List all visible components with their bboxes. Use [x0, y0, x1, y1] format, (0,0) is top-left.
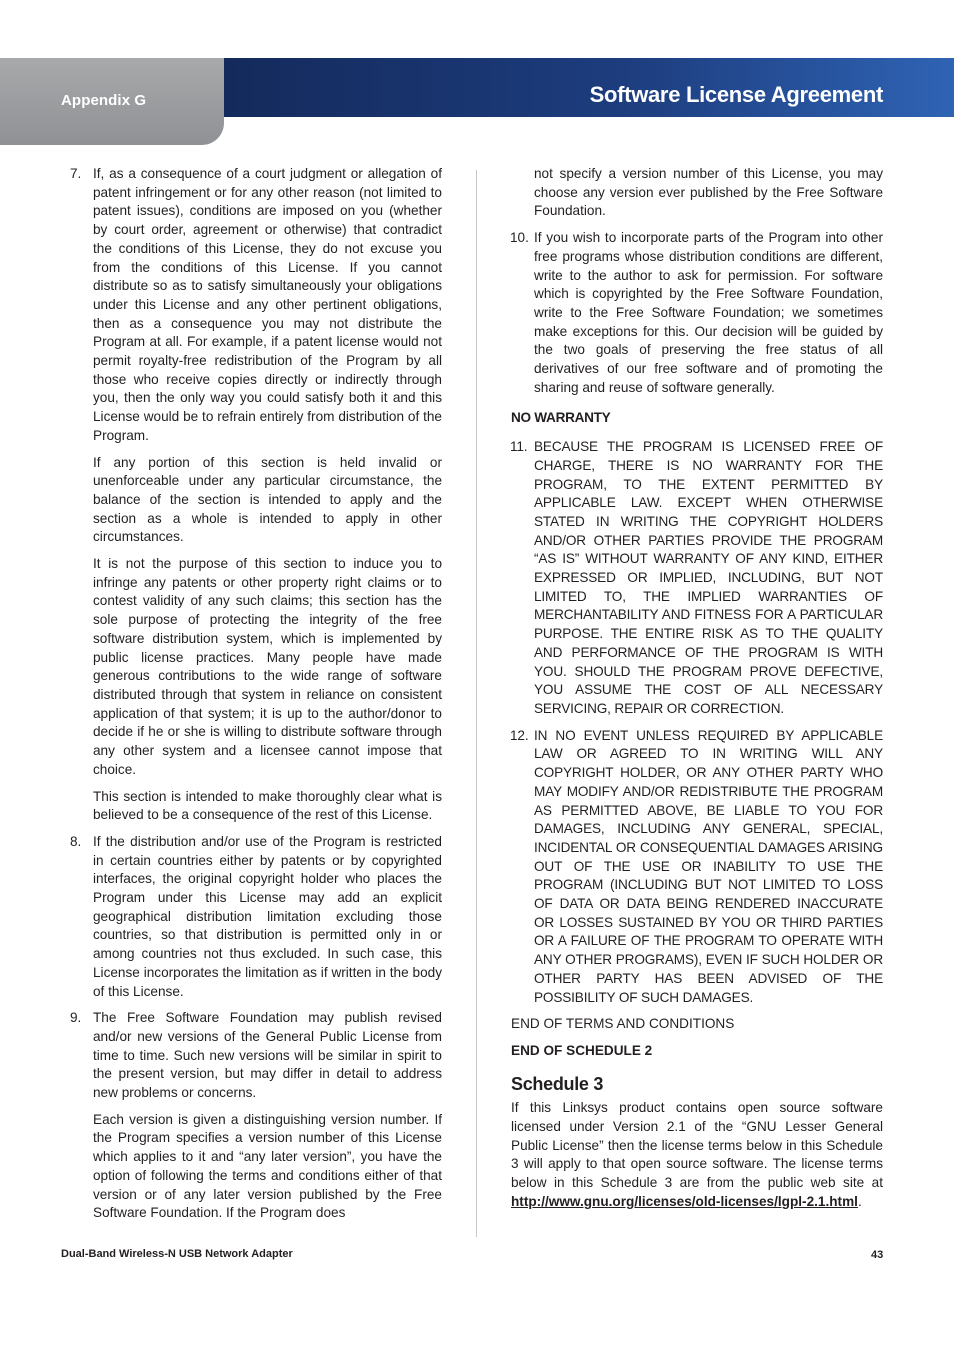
item-9-continued: not specify a version number of this License, you may choose any version ever published by the Free Software Foundation.: [534, 166, 883, 219]
item-number: 11.: [510, 439, 528, 455]
paragraph: IN NO EVENT UNLESS REQUIRED BY APPLICABLE LAW OR AGREED TO IN WRITING WILL ANY COPYRIGHT HOLDER, OR ANY OTHER PARTY WHO MAY MODIFY AND/OR REDISTRIBUTE THE PROGRAM AS PERMITTED ABOVE, BE LIABLE TO YOU FOR DAMAGES, INCLUDING ANY GENERAL, SPECIAL, INCIDENTAL OR CONSEQUENTIAL DAMAGES ARISING OUT OF THE USE OR INABILITY TO USE THE PROGRAM (INCLUDING BUT NOT LIMITED TO LOSS OF DATA OR DATA BEING RENDERED INACCURATE OR LOSSES SUSTAINED BY YOU OR THIRD PARTIES OR A FAILURE OF THE PROGRAM TO OPERATE WITH ANY OTHER PROGRAMS), EVEN IF SUCH HOLDER OR OTHER PARTY HAS BEEN ADVISED OF THE POSSIBILITY OF SUCH DAMAGES.: [534, 727, 883, 1005]
paragraph: If any portion of this section is held invalid or unenforceable under any particular circumstance, the balance of the section is intended to apply and the section as a whole is intended to apply in other circumstances.: [93, 454, 442, 545]
end-of-terms: END OF TERMS AND CONDITIONS: [511, 1016, 735, 1032]
paragraph: If the distribution and/or use of the Program is restricted in certain countries either by patents or by copyrighted interfaces, the original copyright holder who places the Program under this License may add an explicit geographical distribution limitation excluding those countries, so that distribution is permitted only in or among countries not thus excluded. In such case, this License incorporates the limitation as if written in the body of this License.: [93, 833, 442, 999]
paragraph: The Free Software Foundation may publish revised and/or new versions of the General Public License from time to time. Such new versions will be similar in spirit to the present version, but may differ in detail to address new problems or concerns.: [93, 1010, 442, 1101]
page-title: Software License Agreement: [589, 82, 883, 107]
paragraph: BECAUSE THE PROGRAM IS LICENSED FREE OF CHARGE, THERE IS NO WARRANTY FOR THE PROGRAM, TO THE EXTENT PERMITTED BY APPLICABLE LAW. EXCEPT WHEN OTHERWISE STATED IN WRITING THE COPYRIGHT HOLDERS AND/OR OTHER PARTIES PROVIDE THE PROGRAM “AS IS” WITHOUT WARRANTY OF ANY KIND, EITHER EXPRESSED OR IMPLIED, INCLUDING, BUT NOT LIMITED TO, THE IMPLIED WARRANTIES OF MERCHANTABILITY AND FITNESS FOR A PARTICULAR PURPOSE. THE ENTIRE RISK AS TO THE QUALITY AND PERFORMANCE OF THE PROGRAM IS WITH YOU. SHOULD THE PROGRAM PROVE DEFECTIVE, YOU ASSUME THE COST OF ALL NECESSARY SERVICING, REPAIR OR CORRECTION.: [534, 439, 883, 716]
item-number: 7.: [70, 166, 82, 181]
paragraph: Each version is given a distinguishing version number. If the Program specifies a version number of this License which applies to it and “any later version”, you have the option of following the terms and conditions either of that version or of any later version published by the Free Software Foundation. If the Program does: [93, 1111, 442, 1221]
schedule-3-title: Schedule 3: [511, 1073, 604, 1094]
lgpl-license-link[interactable]: http://www.gnu.org/licenses/old-licenses/lgpl-2.1.html: [511, 1193, 858, 1209]
item-number: 9.: [70, 1010, 82, 1026]
footer-page-number: 43: [871, 1249, 884, 1261]
paragraph: This section is intended to make thoroughly clear what is believed to be a consequence of the rest of this License.: [93, 788, 442, 823]
end-of-schedule: END OF SCHEDULE 2: [511, 1042, 653, 1058]
section-label: Appendix G: [61, 92, 147, 109]
right-column: [511, 165, 883, 1212]
license-item-9: [70, 1009, 442, 1223]
schedule-3-paragraph: [511, 1099, 883, 1211]
paragraph: If, as a consequence of a court judgment or allegation of patent infringement or for any other reason (not limited to patent issues), conditions are imposed on you (whether by court order, agreement or otherwise) that contradict the conditions of this License, they do not excuse you from the conditions of this License. If you cannot distribute so as to satisfy simultaneously your obligations under this License and any other pertinent obligations, then as a consequence you may not distribute the Program at all. For example, if a patent license would not permit royalty-free redistribution of the Program by all those who receive copies directly or indirectly through you, then the only way you could satisfy both it and this License would be to refrain entirely from distribution of the Program.: [93, 166, 442, 443]
paragraph: If you wish to incorporate parts of the Program into other free programs whose distribution conditions are different, write to the author to ask for permission. For software which is copyrighted by the Free Software Foundation, write to the Free Software Foundation; we sometimes make exceptions for this. Our decision will be guided by the two goals of preserving the free status of all derivatives of our free software and of promoting the sharing and reuse of software generally.: [534, 230, 883, 395]
schedule-3-period: .: [857, 1193, 862, 1209]
paragraph: It is not the purpose of this section to induce you to infringe any patents or other property right claims or to contest validity of any such claims; this section has the sole purpose of protecting the integrity of the free software distribution system, which is implemented by public license practices. Many people have made generous contributions to the wide range of software distributed through that system in reliance on consistent application of that system; it is up to the author/donor to decide if he or she is willing to distribute software through any other system and a licensee cannot impose that choice.: [93, 556, 442, 777]
left-column: [70, 165, 442, 1231]
item-number: 12.: [510, 727, 529, 743]
license-item-10: [511, 229, 883, 397]
no-warranty-heading: NO WARRANTY: [511, 410, 611, 426]
license-item-8: [70, 833, 442, 1001]
item-number: 8.: [70, 833, 82, 849]
column-divider: [476, 170, 477, 1237]
license-item-12: [511, 727, 883, 1008]
footer-product-name: Dual-Band Wireless-N USB Network Adapter: [61, 1248, 293, 1260]
license-item-7: [70, 165, 442, 825]
item-number: 10.: [510, 230, 529, 246]
schedule-3-text: If this Linksys product contains open source software licensed under Version 2.1 of the “GNU Lesser General Public License” then the license terms below in this Schedule 3 will apply to that open source software. The license terms below in this Schedule 3 are from the public web site at: [511, 1100, 883, 1191]
license-item-11: [511, 438, 883, 719]
